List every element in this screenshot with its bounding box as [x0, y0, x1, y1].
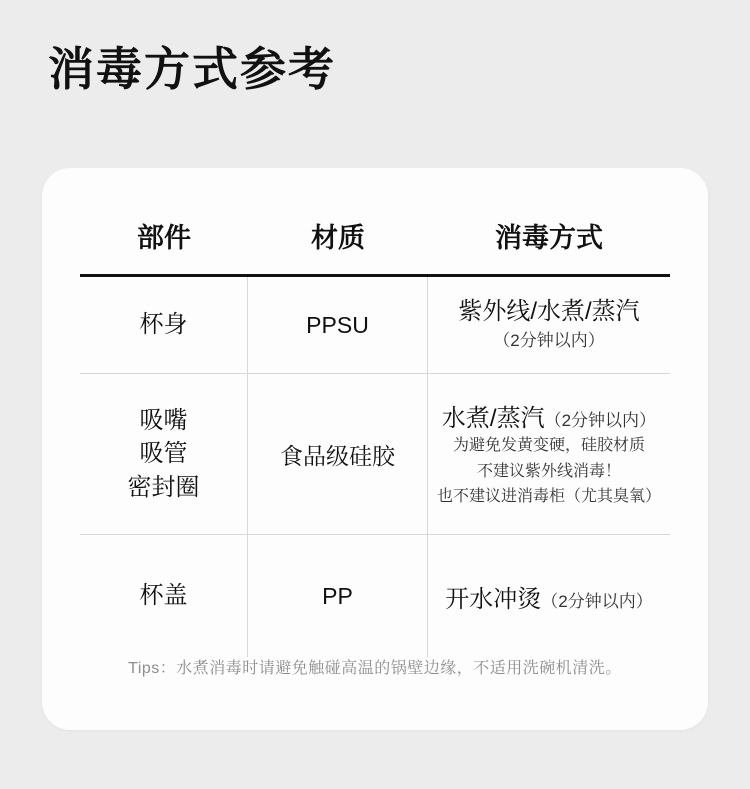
material-label: 食品级硅胶 — [280, 442, 395, 469]
table-header-row — [80, 196, 670, 274]
method-note-line: 不建议紫外线消毒！ — [476, 462, 621, 480]
part-line: 吸管 — [139, 440, 188, 468]
method-sub-label: （2分钟以内） — [493, 331, 605, 351]
method-main-label: 紫外线/水煮/蒸汽 — [458, 298, 640, 326]
method-note-line: 为避免发黄变硬，硅胶材质 — [452, 436, 645, 454]
cell-material — [248, 535, 428, 657]
page-title: 消毒方式参考 — [48, 43, 336, 95]
part-line: 杯身 — [139, 311, 188, 339]
part-line: 吸嘴 — [139, 407, 188, 435]
tips-note: Tips：水煮消毒时请避免触碰高温的锅壁边缘，不适用洗碗机清洗。 — [128, 660, 622, 677]
disinfection-table — [80, 196, 670, 657]
column-header-method: 消毒方式 — [495, 222, 603, 253]
method-main-label: 开水冲烫 — [445, 585, 542, 613]
column-header-material: 材质 — [311, 222, 365, 253]
method-sub-label: （2分钟以内） — [541, 591, 653, 611]
method-main-label: 水煮/蒸汽 — [441, 404, 545, 432]
part-line: 杯盖 — [139, 582, 188, 610]
table-row — [80, 277, 670, 374]
method-main-line — [445, 579, 652, 614]
cell-material — [248, 277, 428, 373]
table-row — [80, 535, 670, 657]
table-card — [42, 168, 708, 730]
material-label: PPSU — [306, 311, 369, 338]
part-line: 密封圈 — [127, 473, 200, 501]
method-main-line — [442, 398, 656, 433]
method-note-line: 也不建议进消毒柜（尤其臭氧） — [436, 488, 661, 506]
cell-part — [80, 374, 248, 534]
cell-part — [80, 535, 248, 657]
table-row — [80, 374, 670, 535]
cell-part — [80, 277, 248, 373]
cell-material — [248, 374, 428, 534]
method-sub-label: （2分钟以内） — [544, 410, 657, 430]
cell-method — [428, 277, 670, 373]
column-header-part: 部件 — [137, 222, 191, 253]
cell-method — [428, 535, 670, 657]
material-label: PP — [322, 582, 353, 609]
cell-method — [428, 374, 670, 534]
